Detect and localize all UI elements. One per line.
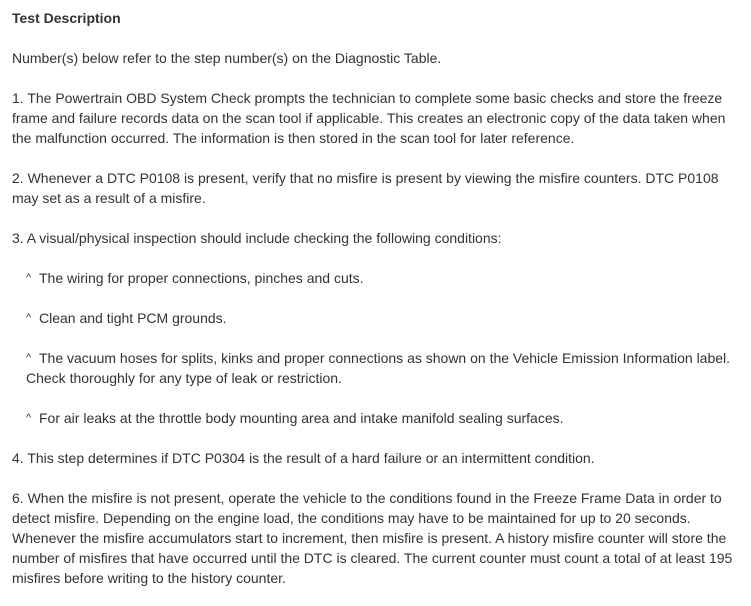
bullet-text: The vacuum hoses for splits, kinks and proper connections as shown on the Vehicle Emission Information label. Check thoroughly for any type of leak or restriction. — [26, 350, 731, 386]
caret-bullet-icon: ^ — [26, 272, 32, 284]
section-title: Test Description — [12, 10, 121, 26]
intro-paragraph: Number(s) below refer to the step number(s) on the Diagnostic Table. — [12, 50, 442, 66]
inspection-bullet-grounds — [12, 308, 737, 328]
inspection-bullet-vacuum-hoses — [12, 348, 737, 388]
step-3-paragraph: 3. A visual/physical inspection should include checking the following conditions: — [12, 230, 502, 246]
bullet-text: For air leaks at the throttle body mounting area and intake manifold sealing surfaces. — [39, 410, 564, 426]
step-6-paragraph: 6. When the misfire is not present, operate the vehicle to the conditions found in the Freeze Frame Data in order to detect misfire. Depending on the engine load, the conditions may have to be maintained for up to 20 seconds. Whenever the misfire accumulators start to increment, then misfire is present. A history misfire counter will store the number of misfires that have occurred until the DTC is cleared. The current counter must count a total of at least 195 misfires before writing to the history counter. — [12, 490, 733, 586]
inspection-bullet-air-leaks — [12, 408, 737, 428]
caret-bullet-icon: ^ — [26, 312, 32, 324]
bullet-text: The wiring for proper connections, pinches and cuts. — [39, 270, 364, 286]
step-4-paragraph: 4. This step determines if DTC P0304 is the result of a hard failure or an intermittent condition. — [12, 450, 595, 466]
bullet-text: Clean and tight PCM grounds. — [39, 310, 227, 326]
inspection-bullet-wiring — [12, 268, 737, 288]
caret-bullet-icon: ^ — [26, 412, 32, 424]
step-1-paragraph: 1. The Powertrain OBD System Check prompts the technician to complete some basic checks and store the freeze frame and failure records data on the scan tool if applicable. This creates an electronic copy of the data taken when the malfunction occurred. The information is then stored in the scan tool for later reference. — [12, 90, 726, 146]
step-2-paragraph: 2. Whenever a DTC P0108 is present, verify that no misfire is present by viewing the misfire counters. DTC P0108 may set as a result of a misfire. — [12, 170, 719, 206]
caret-bullet-icon: ^ — [26, 352, 32, 364]
